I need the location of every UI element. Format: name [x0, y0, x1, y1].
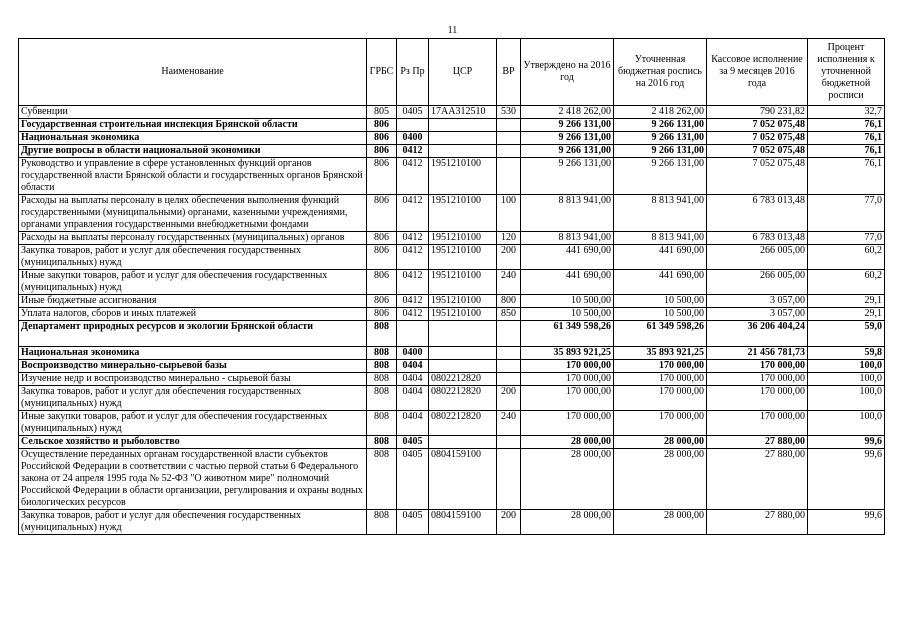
header-vr: ВР: [497, 39, 521, 106]
cell-executed: 36 206 404,24: [707, 321, 808, 347]
cell-revised: 2 418 262,00: [614, 106, 707, 119]
cell-percent: 59,8: [808, 347, 885, 360]
cell-percent: 32,7: [808, 106, 885, 119]
cell-executed: 170 000,00: [707, 373, 808, 386]
cell-approved: 9 266 131,00: [521, 132, 614, 145]
cell-revised: 9 266 131,00: [614, 132, 707, 145]
cell-approved: 9 266 131,00: [521, 145, 614, 158]
cell-rzpr: 0405: [397, 106, 429, 119]
cell-rzpr: 0405: [397, 436, 429, 449]
header-approved: Утверждено на 2016 год: [521, 39, 614, 106]
cell-vr: 100: [497, 195, 521, 232]
table-row: [19, 232, 885, 245]
cell-csr: 1951210100: [429, 308, 497, 321]
cell-csr: [429, 119, 497, 132]
cell-csr: 1951210100: [429, 195, 497, 232]
header-grbs: ГРБС: [367, 39, 397, 106]
cell-grbs: 806: [367, 295, 397, 308]
cell-grbs: 808: [367, 347, 397, 360]
cell-grbs: 806: [367, 195, 397, 232]
cell-vr: [497, 347, 521, 360]
cell-vr: 240: [497, 411, 521, 436]
cell-csr: 1951210100: [429, 295, 497, 308]
cell-name: Осуществление переданных органам государственной власти субъектов Российской Федерации в соответствии с частью первой статьи 6 Федерального закона от 24 апреля 1995 года № 52-ФЗ "О животном мире" полномочий Российской Федерации в области организации, регулирования и охраны водных биологических ресурсов: [19, 449, 367, 510]
header-executed: Кассовое исполнение за 9 месяцев 2016 года: [707, 39, 808, 106]
cell-approved: 9 266 131,00: [521, 119, 614, 132]
cell-vr: 530: [497, 106, 521, 119]
cell-vr: [497, 449, 521, 510]
cell-rzpr: 0412: [397, 232, 429, 245]
cell-percent: 60,2: [808, 270, 885, 295]
cell-rzpr: [397, 321, 429, 347]
cell-grbs: 806: [367, 132, 397, 145]
table-row: [19, 411, 885, 436]
cell-csr: [429, 347, 497, 360]
cell-revised: 10 500,00: [614, 295, 707, 308]
cell-approved: 441 690,00: [521, 245, 614, 270]
cell-approved: 8 813 941,00: [521, 195, 614, 232]
cell-approved: 170 000,00: [521, 373, 614, 386]
cell-name: Иные бюджетные ассигнования: [19, 295, 367, 308]
header-percent: Процент исполнения к уточненной бюджетной росписи: [808, 39, 885, 106]
cell-rzpr: 0400: [397, 132, 429, 145]
cell-vr: [497, 436, 521, 449]
cell-revised: 441 690,00: [614, 270, 707, 295]
cell-csr: 1951210100: [429, 245, 497, 270]
cell-vr: [497, 132, 521, 145]
table-row: [19, 270, 885, 295]
header-name: Наименование: [19, 39, 367, 106]
cell-percent: 76,1: [808, 145, 885, 158]
cell-name: Закупка товаров, работ и услуг для обеспечения государственных (муниципальных) нужд: [19, 386, 367, 411]
cell-grbs: 808: [367, 449, 397, 510]
cell-percent: 76,1: [808, 132, 885, 145]
cell-approved: 9 266 131,00: [521, 158, 614, 195]
cell-executed: 6 783 013,48: [707, 195, 808, 232]
cell-vr: 200: [497, 510, 521, 535]
header-csr: ЦСР: [429, 39, 497, 106]
cell-grbs: 808: [367, 436, 397, 449]
cell-name: Субвенции: [19, 106, 367, 119]
cell-approved: 35 893 921,25: [521, 347, 614, 360]
cell-approved: 61 349 598,26: [521, 321, 614, 347]
cell-grbs: 808: [367, 321, 397, 347]
cell-grbs: 806: [367, 232, 397, 245]
cell-executed: 790 231,82: [707, 106, 808, 119]
cell-vr: [497, 360, 521, 373]
cell-revised: 61 349 598,26: [614, 321, 707, 347]
cell-percent: 29,1: [808, 295, 885, 308]
cell-percent: 76,1: [808, 158, 885, 195]
cell-vr: [497, 145, 521, 158]
cell-revised: 170 000,00: [614, 411, 707, 436]
cell-percent: 60,2: [808, 245, 885, 270]
cell-percent: 100,0: [808, 360, 885, 373]
cell-rzpr: 0412: [397, 245, 429, 270]
cell-rzpr: [397, 119, 429, 132]
cell-executed: 7 052 075,48: [707, 132, 808, 145]
cell-csr: 1951210100: [429, 232, 497, 245]
cell-vr: 850: [497, 308, 521, 321]
cell-revised: 28 000,00: [614, 510, 707, 535]
cell-rzpr: 0412: [397, 308, 429, 321]
cell-approved: 2 418 262,00: [521, 106, 614, 119]
cell-percent: 99,6: [808, 436, 885, 449]
cell-vr: 120: [497, 232, 521, 245]
cell-revised: 35 893 921,25: [614, 347, 707, 360]
cell-name: Уплата налогов, сборов и иных платежей: [19, 308, 367, 321]
header-row: [19, 39, 885, 106]
cell-name: Закупка товаров, работ и услуг для обеспечения государственных (муниципальных) нужд: [19, 510, 367, 535]
cell-approved: 10 500,00: [521, 295, 614, 308]
cell-rzpr: 0412: [397, 295, 429, 308]
cell-grbs: 806: [367, 158, 397, 195]
cell-rzpr: 0400: [397, 347, 429, 360]
cell-csr: 0802212820: [429, 373, 497, 386]
cell-percent: 100,0: [808, 411, 885, 436]
cell-revised: 170 000,00: [614, 373, 707, 386]
cell-csr: [429, 321, 497, 347]
cell-executed: 27 880,00: [707, 449, 808, 510]
cell-name: Закупка товаров, работ и услуг для обеспечения государственных (муниципальных) нужд: [19, 245, 367, 270]
cell-executed: 170 000,00: [707, 386, 808, 411]
cell-executed: 3 057,00: [707, 295, 808, 308]
cell-name: Национальная экономика: [19, 132, 367, 145]
header-rzpr: Рз Пр: [397, 39, 429, 106]
cell-grbs: 805: [367, 106, 397, 119]
cell-csr: 1951210100: [429, 270, 497, 295]
cell-revised: 441 690,00: [614, 245, 707, 270]
cell-executed: 6 783 013,48: [707, 232, 808, 245]
cell-name: Расходы на выплаты персоналу государственных (муниципальных) органов: [19, 232, 367, 245]
cell-vr: 200: [497, 245, 521, 270]
cell-vr: [497, 321, 521, 347]
cell-rzpr: 0412: [397, 145, 429, 158]
cell-grbs: 808: [367, 386, 397, 411]
cell-approved: 170 000,00: [521, 411, 614, 436]
cell-name: Другие вопросы в области национальной экономики: [19, 145, 367, 158]
cell-executed: 266 005,00: [707, 270, 808, 295]
cell-rzpr: 0412: [397, 158, 429, 195]
cell-executed: 27 880,00: [707, 510, 808, 535]
cell-name: Сельское хозяйство и рыболовство: [19, 436, 367, 449]
cell-revised: 28 000,00: [614, 436, 707, 449]
budget-table: [18, 38, 885, 535]
cell-percent: 77,0: [808, 232, 885, 245]
cell-revised: 10 500,00: [614, 308, 707, 321]
cell-revised: 9 266 131,00: [614, 119, 707, 132]
cell-executed: 7 052 075,48: [707, 145, 808, 158]
cell-grbs: 806: [367, 270, 397, 295]
table-body: [19, 106, 885, 535]
cell-percent: 99,6: [808, 449, 885, 510]
cell-csr: [429, 145, 497, 158]
cell-vr: 240: [497, 270, 521, 295]
cell-grbs: 806: [367, 145, 397, 158]
cell-percent: 77,0: [808, 195, 885, 232]
cell-vr: [497, 119, 521, 132]
table-row: [19, 510, 885, 535]
cell-rzpr: 0412: [397, 195, 429, 232]
cell-csr: [429, 360, 497, 373]
cell-percent: 100,0: [808, 373, 885, 386]
cell-executed: 3 057,00: [707, 308, 808, 321]
cell-grbs: 808: [367, 360, 397, 373]
cell-csr: 0802212820: [429, 411, 497, 436]
table-row: [19, 145, 885, 158]
table-row: [19, 321, 885, 347]
table-row: [19, 373, 885, 386]
table-row: [19, 360, 885, 373]
cell-name: Расходы на выплаты персоналу в целях обеспечения выполнения функций государственными (муниципальными) органами, казенными учреждениями, органами управления государственными внебюджетными фондами: [19, 195, 367, 232]
cell-approved: 170 000,00: [521, 360, 614, 373]
table-row: [19, 195, 885, 232]
cell-executed: 7 052 075,48: [707, 119, 808, 132]
cell-name: Национальная экономика: [19, 347, 367, 360]
cell-csr: [429, 132, 497, 145]
cell-csr: 0802212820: [429, 386, 497, 411]
cell-rzpr: 0405: [397, 510, 429, 535]
cell-name: Государственная строительная инспекция Брянской области: [19, 119, 367, 132]
cell-percent: 100,0: [808, 386, 885, 411]
cell-name: Изучение недр и воспроизводство минерально - сырьевой базы: [19, 373, 367, 386]
cell-vr: 800: [497, 295, 521, 308]
cell-name: Департамент природных ресурсов и экологии Брянской области: [19, 321, 367, 347]
cell-rzpr: 0412: [397, 270, 429, 295]
cell-revised: 9 266 131,00: [614, 145, 707, 158]
table-row: [19, 436, 885, 449]
table-row: [19, 245, 885, 270]
cell-csr: 0804159100: [429, 510, 497, 535]
cell-revised: 170 000,00: [614, 360, 707, 373]
cell-approved: 28 000,00: [521, 510, 614, 535]
cell-csr: 17АА312510: [429, 106, 497, 119]
cell-executed: 170 000,00: [707, 360, 808, 373]
cell-rzpr: 0404: [397, 373, 429, 386]
cell-grbs: 806: [367, 308, 397, 321]
cell-csr: 0804159100: [429, 449, 497, 510]
cell-rzpr: 0404: [397, 360, 429, 373]
cell-percent: 59,0: [808, 321, 885, 347]
cell-revised: 170 000,00: [614, 386, 707, 411]
table-row: [19, 308, 885, 321]
cell-grbs: 806: [367, 245, 397, 270]
cell-rzpr: 0404: [397, 411, 429, 436]
cell-approved: 28 000,00: [521, 449, 614, 510]
cell-percent: 29,1: [808, 308, 885, 321]
cell-percent: 76,1: [808, 119, 885, 132]
header-revised: Уточненная бюджетная роспись на 2016 год: [614, 39, 707, 106]
cell-percent: 99,6: [808, 510, 885, 535]
cell-rzpr: 0405: [397, 449, 429, 510]
table-row: [19, 295, 885, 308]
cell-csr: [429, 436, 497, 449]
cell-grbs: 806: [367, 119, 397, 132]
cell-grbs: 808: [367, 510, 397, 535]
cell-csr: 1951210100: [429, 158, 497, 195]
cell-name: Руководство и управление в сфере установленных функций органов государственной власти Брянской области и государственных органов Брянской области: [19, 158, 367, 195]
cell-vr: [497, 373, 521, 386]
cell-approved: 28 000,00: [521, 436, 614, 449]
cell-executed: 170 000,00: [707, 411, 808, 436]
cell-executed: 27 880,00: [707, 436, 808, 449]
table-row: [19, 449, 885, 510]
table-row: [19, 386, 885, 411]
cell-vr: 200: [497, 386, 521, 411]
cell-revised: 28 000,00: [614, 449, 707, 510]
cell-grbs: 808: [367, 411, 397, 436]
cell-rzpr: 0404: [397, 386, 429, 411]
cell-executed: 7 052 075,48: [707, 158, 808, 195]
cell-revised: 8 813 941,00: [614, 232, 707, 245]
table-row: [19, 106, 885, 119]
cell-approved: 170 000,00: [521, 386, 614, 411]
cell-executed: 21 456 781,73: [707, 347, 808, 360]
cell-vr: [497, 158, 521, 195]
cell-approved: 441 690,00: [521, 270, 614, 295]
cell-name: Иные закупки товаров, работ и услуг для обеспечения государственных (муниципальных) нужд: [19, 411, 367, 436]
table-row: [19, 119, 885, 132]
cell-name: Иные закупки товаров, работ и услуг для обеспечения государственных (муниципальных) нужд: [19, 270, 367, 295]
table-row: [19, 132, 885, 145]
cell-revised: 8 813 941,00: [614, 195, 707, 232]
cell-approved: 10 500,00: [521, 308, 614, 321]
cell-name: Воспроизводство минерально-сырьевой базы: [19, 360, 367, 373]
table-row: [19, 347, 885, 360]
cell-executed: 266 005,00: [707, 245, 808, 270]
cell-grbs: 808: [367, 373, 397, 386]
table-row: [19, 158, 885, 195]
page-number: 11: [447, 25, 458, 36]
cell-approved: 8 813 941,00: [521, 232, 614, 245]
cell-revised: 9 266 131,00: [614, 158, 707, 195]
